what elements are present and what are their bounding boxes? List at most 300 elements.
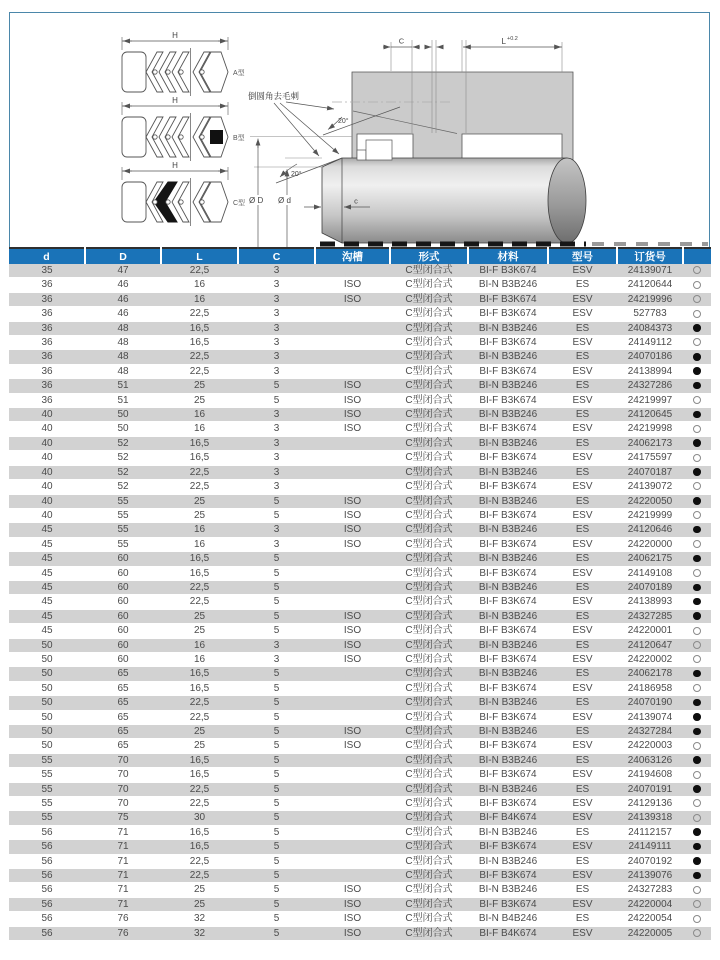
table-cell: C型闭合式 bbox=[390, 436, 468, 450]
table-cell: 5 bbox=[238, 912, 315, 926]
table-cell: C型闭合式 bbox=[390, 753, 468, 767]
table-row bbox=[9, 797, 711, 811]
table-cell: BI-F B3K674 bbox=[468, 739, 548, 753]
table-cell: 16,5 bbox=[161, 768, 238, 782]
table-cell: ISO bbox=[315, 897, 390, 911]
table-cell: 3 bbox=[238, 292, 315, 306]
availability-cell bbox=[683, 580, 711, 594]
table-cell: 40 bbox=[9, 465, 85, 479]
table-cell: BI-F B4K674 bbox=[468, 926, 548, 940]
table-cell: 16 bbox=[161, 292, 238, 306]
status-dot-open bbox=[693, 425, 701, 433]
table-cell: 16,5 bbox=[161, 667, 238, 681]
table-cell: ESV bbox=[548, 264, 617, 278]
table-cell: 25 bbox=[161, 508, 238, 522]
support-ring bbox=[122, 52, 146, 92]
table-cell: ES bbox=[548, 609, 617, 623]
table-row bbox=[9, 552, 711, 566]
profile-type-label: B型 bbox=[233, 135, 245, 142]
status-dot-filled bbox=[693, 411, 701, 419]
table-cell: 24112157 bbox=[617, 825, 683, 839]
table-cell: 55 bbox=[85, 537, 161, 551]
table-cell: ISO bbox=[315, 422, 390, 436]
table-cell: C型闭合式 bbox=[390, 508, 468, 522]
table-cell: 36 bbox=[9, 364, 85, 378]
table-cell: C型闭合式 bbox=[390, 782, 468, 796]
table-cell: 70 bbox=[85, 768, 161, 782]
status-dot-open bbox=[693, 814, 701, 822]
table-cell: 16 bbox=[161, 422, 238, 436]
status-dot-filled bbox=[693, 785, 701, 793]
table-cell: 16,5 bbox=[161, 566, 238, 580]
table-cell: 16,5 bbox=[161, 321, 238, 335]
table-cell bbox=[315, 681, 390, 695]
table-row bbox=[9, 336, 711, 350]
status-dot-filled bbox=[693, 598, 701, 606]
table-cell: ISO bbox=[315, 393, 390, 407]
table-cell: C型闭合式 bbox=[390, 725, 468, 739]
table-cell: C型闭合式 bbox=[390, 840, 468, 854]
table-cell: C型闭合式 bbox=[390, 926, 468, 940]
table-cell bbox=[315, 364, 390, 378]
status-dot-open bbox=[693, 655, 701, 663]
table-cell: ESV bbox=[548, 566, 617, 580]
table-cell: 36 bbox=[9, 379, 85, 393]
availability-cell bbox=[683, 422, 711, 436]
column-header: C bbox=[238, 248, 315, 264]
availability-cell bbox=[683, 336, 711, 350]
table-cell: 36 bbox=[9, 307, 85, 321]
table-cell: C型闭合式 bbox=[390, 595, 468, 609]
table-cell: ES bbox=[548, 638, 617, 652]
dim-c-upper-label: C bbox=[398, 36, 405, 46]
table-cell bbox=[315, 264, 390, 278]
table-cell: 75 bbox=[85, 811, 161, 825]
table-cell: ISO bbox=[315, 652, 390, 666]
table-cell: 40 bbox=[9, 436, 85, 450]
black-end-ring bbox=[210, 130, 223, 144]
table-cell: ISO bbox=[315, 725, 390, 739]
status-dot-filled bbox=[693, 584, 701, 592]
table-cell: 3 bbox=[238, 422, 315, 436]
status-dot-filled bbox=[693, 828, 701, 836]
table-cell bbox=[315, 782, 390, 796]
column-header: 沟槽 bbox=[315, 248, 390, 264]
table-cell: C型闭合式 bbox=[390, 321, 468, 335]
table-cell: 55 bbox=[9, 753, 85, 767]
table-cell: BI-F B3K674 bbox=[468, 869, 548, 883]
table-cell: 36 bbox=[9, 350, 85, 364]
table-cell: 65 bbox=[85, 667, 161, 681]
table-cell: C型闭合式 bbox=[390, 854, 468, 868]
column-header: 形式 bbox=[390, 248, 468, 264]
table-cell: 50 bbox=[9, 667, 85, 681]
profile-diagram-2 bbox=[122, 96, 245, 161]
table-cell bbox=[315, 307, 390, 321]
table-cell: ESV bbox=[548, 537, 617, 551]
table-row bbox=[9, 912, 711, 926]
table-cell: 24070190 bbox=[617, 696, 683, 710]
table-cell: 24220005 bbox=[617, 926, 683, 940]
availability-cell bbox=[683, 912, 711, 926]
table-cell: ESV bbox=[548, 480, 617, 494]
table-header-row bbox=[9, 248, 711, 264]
table-cell: BI-N B3B246 bbox=[468, 725, 548, 739]
table-cell bbox=[315, 710, 390, 724]
table-cell: C型闭合式 bbox=[390, 523, 468, 537]
table-cell: 48 bbox=[85, 321, 161, 335]
status-dot-open bbox=[693, 310, 701, 318]
availability-cell bbox=[683, 264, 711, 278]
table-cell: C型闭合式 bbox=[390, 912, 468, 926]
availability-cell bbox=[683, 537, 711, 551]
table-cell: 5 bbox=[238, 811, 315, 825]
table-cell: C型闭合式 bbox=[390, 897, 468, 911]
table-cell: 24327286 bbox=[617, 379, 683, 393]
table-cell: 22,5 bbox=[161, 364, 238, 378]
table-cell: ESV bbox=[548, 451, 617, 465]
table-cell: BI-N B3B246 bbox=[468, 609, 548, 623]
table-cell: BI-F B3K674 bbox=[468, 393, 548, 407]
table-cell: ESV bbox=[548, 508, 617, 522]
table-cell: 56 bbox=[9, 926, 85, 940]
availability-cell bbox=[683, 364, 711, 378]
support-ring bbox=[122, 182, 146, 222]
table-cell: 50 bbox=[9, 725, 85, 739]
availability-cell bbox=[683, 307, 711, 321]
table-cell: 16,5 bbox=[161, 681, 238, 695]
table-cell: BI-N B3B246 bbox=[468, 321, 548, 335]
status-dot-open bbox=[693, 396, 701, 404]
availability-cell bbox=[683, 595, 711, 609]
table-cell bbox=[315, 321, 390, 335]
dim-h-label: H bbox=[172, 161, 178, 170]
table-cell: 24149108 bbox=[617, 566, 683, 580]
table-cell: ESV bbox=[548, 336, 617, 350]
table-cell: 36 bbox=[9, 278, 85, 292]
availability-cell bbox=[683, 854, 711, 868]
table-cell: 22,5 bbox=[161, 264, 238, 278]
status-dot-filled bbox=[693, 713, 701, 721]
table-cell bbox=[315, 336, 390, 350]
table-cell: ESV bbox=[548, 897, 617, 911]
table-cell: 24120645 bbox=[617, 408, 683, 422]
status-dot-filled bbox=[693, 439, 701, 447]
table-cell: BI-F B3K674 bbox=[468, 652, 548, 666]
table-cell: 5 bbox=[238, 696, 315, 710]
status-dot-open bbox=[693, 266, 701, 274]
table-row bbox=[9, 465, 711, 479]
table-cell: 25 bbox=[161, 725, 238, 739]
table-cell: 46 bbox=[85, 292, 161, 306]
table-cell: ES bbox=[548, 725, 617, 739]
table-cell: 70 bbox=[85, 753, 161, 767]
table-cell: ISO bbox=[315, 292, 390, 306]
availability-cell bbox=[683, 292, 711, 306]
table-cell: ESV bbox=[548, 624, 617, 638]
table-cell: 52 bbox=[85, 436, 161, 450]
status-dot-open bbox=[693, 627, 701, 635]
table-row bbox=[9, 897, 711, 911]
table-cell: BI-N B3B246 bbox=[468, 465, 548, 479]
table-cell: BI-F B3K674 bbox=[468, 451, 548, 465]
table-cell: 5 bbox=[238, 897, 315, 911]
table-cell bbox=[315, 753, 390, 767]
profile-diagram-3 bbox=[122, 161, 245, 226]
table-row bbox=[9, 638, 711, 652]
table-cell: 60 bbox=[85, 609, 161, 623]
column-header: L bbox=[161, 248, 238, 264]
table-cell: 36 bbox=[9, 393, 85, 407]
table-cell: C型闭合式 bbox=[390, 797, 468, 811]
status-dot-open bbox=[693, 540, 701, 548]
table-cell: BI-F B3K674 bbox=[468, 508, 548, 522]
table-cell: 5 bbox=[238, 725, 315, 739]
table-cell: BI-N B3B246 bbox=[468, 667, 548, 681]
table-cell: BI-N B3B246 bbox=[468, 523, 548, 537]
table-cell: 3 bbox=[238, 523, 315, 537]
table-row bbox=[9, 436, 711, 450]
table-row bbox=[9, 696, 711, 710]
table-cell: 24220001 bbox=[617, 624, 683, 638]
rod bbox=[322, 158, 567, 243]
table-cell: 24220000 bbox=[617, 537, 683, 551]
table-cell: 25 bbox=[161, 883, 238, 897]
table-cell bbox=[315, 465, 390, 479]
table-cell: 3 bbox=[238, 321, 315, 335]
table-cell bbox=[315, 696, 390, 710]
table-cell: BI-N B3B246 bbox=[468, 350, 548, 364]
table-cell: 50 bbox=[9, 696, 85, 710]
table-cell: 24175597 bbox=[617, 451, 683, 465]
table-cell: 24220002 bbox=[617, 652, 683, 666]
table-row bbox=[9, 264, 711, 278]
table-cell: 76 bbox=[85, 926, 161, 940]
table-row bbox=[9, 768, 711, 782]
installation-cross-section bbox=[247, 36, 708, 247]
column-header: 订货号 bbox=[617, 248, 683, 264]
table-cell: 22,5 bbox=[161, 869, 238, 883]
availability-cell bbox=[683, 278, 711, 292]
table-cell: 52 bbox=[85, 451, 161, 465]
table-cell: 45 bbox=[9, 566, 85, 580]
table-cell: 56 bbox=[9, 883, 85, 897]
table-cell bbox=[315, 436, 390, 450]
table-row bbox=[9, 523, 711, 537]
table-cell: ESV bbox=[548, 422, 617, 436]
table-cell: 5 bbox=[238, 667, 315, 681]
table-cell: BI-N B3B246 bbox=[468, 580, 548, 594]
table-cell: ISO bbox=[315, 278, 390, 292]
table-cell: 52 bbox=[85, 480, 161, 494]
table-cell: 3 bbox=[238, 364, 315, 378]
table-cell: 56 bbox=[9, 897, 85, 911]
table-cell: 16,5 bbox=[161, 552, 238, 566]
table-cell: 24138993 bbox=[617, 595, 683, 609]
profile-type-label: C型 bbox=[233, 200, 246, 207]
table-cell: C型闭合式 bbox=[390, 624, 468, 638]
table-cell: 3 bbox=[238, 537, 315, 551]
table-cell: 40 bbox=[9, 408, 85, 422]
table-cell bbox=[315, 869, 390, 883]
table-cell: BI-F B3K674 bbox=[468, 480, 548, 494]
table-cell: ESV bbox=[548, 840, 617, 854]
table-cell: 16,5 bbox=[161, 336, 238, 350]
table-cell: 24139076 bbox=[617, 869, 683, 883]
table-cell: ISO bbox=[315, 508, 390, 522]
table-row bbox=[9, 494, 711, 508]
table-cell: 3 bbox=[238, 336, 315, 350]
table-cell bbox=[315, 595, 390, 609]
table-cell: 36 bbox=[9, 321, 85, 335]
table-cell: BI-N B3B246 bbox=[468, 494, 548, 508]
table-cell: 5 bbox=[238, 883, 315, 897]
table-cell: C型闭合式 bbox=[390, 336, 468, 350]
table-cell: 40 bbox=[9, 508, 85, 522]
table-cell: ES bbox=[548, 854, 617, 868]
table-cell: ES bbox=[548, 278, 617, 292]
table-cell bbox=[315, 480, 390, 494]
table-cell: 55 bbox=[9, 782, 85, 796]
table-row bbox=[9, 854, 711, 868]
status-dot-open bbox=[693, 684, 701, 692]
column-header bbox=[683, 248, 711, 264]
table-cell: 24129136 bbox=[617, 797, 683, 811]
table-row bbox=[9, 480, 711, 494]
table-cell: 25 bbox=[161, 624, 238, 638]
availability-cell bbox=[683, 753, 711, 767]
table-cell: 16 bbox=[161, 523, 238, 537]
availability-cell bbox=[683, 681, 711, 695]
availability-cell bbox=[683, 508, 711, 522]
table-cell bbox=[315, 768, 390, 782]
dim-l-tolerance: +0.2 bbox=[507, 36, 518, 42]
table-row bbox=[9, 753, 711, 767]
table-cell: BI-F B3K674 bbox=[468, 537, 548, 551]
table-cell: 22,5 bbox=[161, 480, 238, 494]
table-cell: 55 bbox=[85, 494, 161, 508]
table-cell: 25 bbox=[161, 393, 238, 407]
table-cell: 5 bbox=[238, 681, 315, 695]
table-cell: 24062175 bbox=[617, 552, 683, 566]
table-cell: 24139071 bbox=[617, 264, 683, 278]
table-cell: C型闭合式 bbox=[390, 422, 468, 436]
table-cell: 5 bbox=[238, 393, 315, 407]
table-cell: BI-N B3B246 bbox=[468, 753, 548, 767]
table-cell: BI-F B3K674 bbox=[468, 840, 548, 854]
table-cell: ESV bbox=[548, 681, 617, 695]
support-ring bbox=[122, 117, 146, 157]
table-row bbox=[9, 825, 711, 839]
table-row bbox=[9, 292, 711, 306]
table-cell: 60 bbox=[85, 580, 161, 594]
table-cell: 24120647 bbox=[617, 638, 683, 652]
table-row bbox=[9, 321, 711, 335]
table-cell: C型闭合式 bbox=[390, 883, 468, 897]
table-cell: C型闭合式 bbox=[390, 408, 468, 422]
table-cell: ISO bbox=[315, 883, 390, 897]
status-dot-open bbox=[693, 338, 701, 346]
table-cell: 22,5 bbox=[161, 782, 238, 796]
table-cell: 55 bbox=[9, 768, 85, 782]
table-cell: BI-F B3K674 bbox=[468, 292, 548, 306]
availability-cell bbox=[683, 840, 711, 854]
table-cell: 71 bbox=[85, 840, 161, 854]
availability-cell bbox=[683, 408, 711, 422]
table-cell: 3 bbox=[238, 264, 315, 278]
table-cell: ESV bbox=[548, 710, 617, 724]
table-row bbox=[9, 725, 711, 739]
table-cell: 36 bbox=[9, 336, 85, 350]
table-cell bbox=[315, 451, 390, 465]
table-cell: ES bbox=[548, 321, 617, 335]
table-cell: 71 bbox=[85, 897, 161, 911]
table-cell: 32 bbox=[161, 912, 238, 926]
table-cell: C型闭合式 bbox=[390, 350, 468, 364]
status-dot-filled bbox=[693, 699, 701, 707]
availability-cell bbox=[683, 624, 711, 638]
table-cell: 76 bbox=[85, 912, 161, 926]
table-cell: C型闭合式 bbox=[390, 609, 468, 623]
table-cell bbox=[315, 566, 390, 580]
table-cell: 24220054 bbox=[617, 912, 683, 926]
table-cell: C型闭合式 bbox=[390, 739, 468, 753]
availability-cell bbox=[683, 321, 711, 335]
table-cell: 24062178 bbox=[617, 667, 683, 681]
table-cell: 55 bbox=[9, 797, 85, 811]
table-cell: BI-F B3K674 bbox=[468, 897, 548, 911]
table-cell: 16 bbox=[161, 537, 238, 551]
table-cell: 5 bbox=[238, 926, 315, 940]
table-cell: 3 bbox=[238, 480, 315, 494]
table-row bbox=[9, 926, 711, 940]
table-cell: ISO bbox=[315, 739, 390, 753]
table-row bbox=[9, 422, 711, 436]
availability-cell bbox=[683, 696, 711, 710]
table-cell: 60 bbox=[85, 595, 161, 609]
table-cell: ESV bbox=[548, 926, 617, 940]
table-cell: 60 bbox=[85, 624, 161, 638]
technical-drawing bbox=[9, 12, 711, 248]
table-cell: 71 bbox=[85, 825, 161, 839]
table-row bbox=[9, 350, 711, 364]
table-cell: C型闭合式 bbox=[390, 307, 468, 321]
angle1-label: 20° bbox=[338, 118, 349, 125]
table-cell: BI-N B3B246 bbox=[468, 854, 548, 868]
table-cell: ES bbox=[548, 523, 617, 537]
table-cell: C型闭合式 bbox=[390, 379, 468, 393]
table-cell: C型闭合式 bbox=[390, 451, 468, 465]
table-cell: 16,5 bbox=[161, 753, 238, 767]
table-cell: 55 bbox=[85, 508, 161, 522]
status-dot-filled bbox=[693, 843, 701, 851]
table-row bbox=[9, 307, 711, 321]
profile-type-label: A型 bbox=[233, 70, 245, 77]
table-cell: 24062173 bbox=[617, 436, 683, 450]
table-cell: ESV bbox=[548, 869, 617, 883]
dim-h-label: H bbox=[172, 31, 178, 40]
table-cell: BI-F B3K674 bbox=[468, 624, 548, 638]
table-cell: 60 bbox=[85, 638, 161, 652]
status-dot-filled bbox=[693, 612, 701, 620]
table-cell: BI-F B3K674 bbox=[468, 681, 548, 695]
table-cell: ES bbox=[548, 379, 617, 393]
table-cell: 51 bbox=[85, 379, 161, 393]
table-cell: ES bbox=[548, 350, 617, 364]
table-cell bbox=[315, 580, 390, 594]
table-cell: 50 bbox=[9, 739, 85, 753]
table-cell: 24070186 bbox=[617, 350, 683, 364]
